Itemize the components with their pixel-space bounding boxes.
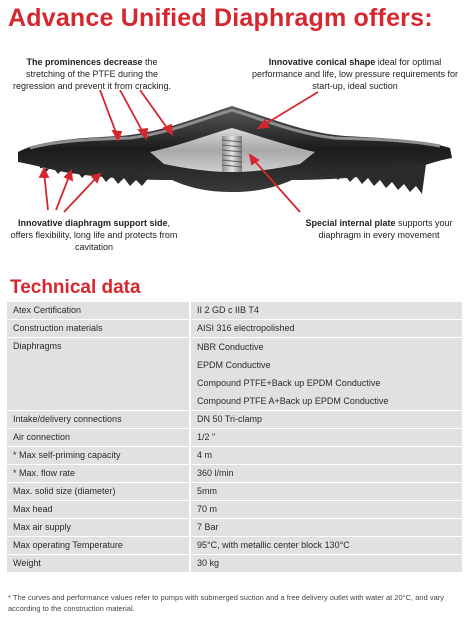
spec-value-line: 30 kg xyxy=(197,558,220,568)
spec-label: Max air supply xyxy=(7,519,190,537)
spec-value-line: 5mm xyxy=(197,486,217,496)
table-row xyxy=(7,429,462,447)
table-row xyxy=(7,411,462,429)
spec-value xyxy=(190,429,462,447)
spec-value-line: Compound PTFE+Back up EPDM Conductive xyxy=(197,378,381,388)
spec-value-line: EPDM Conductive xyxy=(197,360,271,370)
spec-label: * Max self-priming capacity xyxy=(7,447,190,465)
headline: Advance Unified Diaphragm offers: xyxy=(8,4,433,32)
spec-label: Air connection xyxy=(7,429,190,447)
spec-value-line: 7 Bar xyxy=(197,522,219,532)
spec-value xyxy=(190,519,462,537)
spec-value-line: 1/2 " xyxy=(197,432,216,442)
spec-label: Atex Certification xyxy=(7,302,190,320)
spec-value-line: DN 50 Tri-clamp xyxy=(197,414,263,424)
spec-value-line: 95°C, with metallic center block 130°C xyxy=(197,540,350,550)
spec-label: * Max. flow rate xyxy=(7,465,190,483)
callout-support-text: , offers flexibility, long life and protects from cavitation xyxy=(10,218,178,252)
callout-prominences-text: the stretching of the PTFE during the regression and prevent it from cracking. xyxy=(12,57,172,91)
callout-prominences xyxy=(8,56,176,92)
spec-label: Intake/delivery connections xyxy=(7,411,190,429)
spec-value-line: 70 m xyxy=(197,504,218,514)
spec-value xyxy=(190,465,462,483)
spec-value-line: II 2 GD c IIB T4 xyxy=(197,305,259,315)
spec-label: Max operating Temperature xyxy=(7,537,190,555)
table-row xyxy=(7,501,462,519)
callout-plate-title: Special internal plate xyxy=(305,218,396,228)
callout-support-title: Innovative diaphragm support side xyxy=(17,218,168,228)
spec-label: Diaphragms xyxy=(7,338,190,411)
spec-value xyxy=(190,447,462,465)
technical-data-body xyxy=(7,302,462,573)
spec-value xyxy=(190,302,462,320)
table-row xyxy=(7,483,462,501)
callout-internal-plate xyxy=(300,217,458,241)
spec-value-line: 360 l/min xyxy=(197,468,234,478)
table-row xyxy=(7,465,462,483)
spec-value xyxy=(190,411,462,429)
callout-prominences-title: The prominences decrease xyxy=(26,57,143,67)
callout-conical-text: ideal for optimal performance and life, low pressure requirements for start-up, ideal suction xyxy=(251,57,459,91)
table-row xyxy=(7,537,462,555)
technical-data-table xyxy=(7,302,462,573)
spec-label: Construction materials xyxy=(7,320,190,338)
diaphragm-illustration xyxy=(0,40,469,265)
table-row xyxy=(7,338,462,411)
table-row xyxy=(7,320,462,338)
callout-support-side xyxy=(10,217,178,253)
spec-value xyxy=(190,537,462,555)
spec-label: Weight xyxy=(7,555,190,573)
footnote: * The curves and performance values refer to pumps with submerged suction and a free delivery outlet with water at 20°C, and vary according to the construction material. xyxy=(8,593,444,613)
spec-value xyxy=(190,501,462,519)
spec-value xyxy=(190,483,462,501)
table-row xyxy=(7,555,462,573)
table-row xyxy=(7,302,462,320)
spec-value xyxy=(190,320,462,338)
table-row xyxy=(7,447,462,465)
callout-conical-shape xyxy=(250,56,460,92)
technical-data-title: Technical data xyxy=(10,277,141,298)
spec-label: Max head xyxy=(7,501,190,519)
spec-value-line: NBR Conductive xyxy=(197,342,264,352)
spec-value xyxy=(190,555,462,573)
spec-value-line: Compound PTFE A+Back up EPDM Conductive xyxy=(197,396,389,406)
table-row xyxy=(7,519,462,537)
spec-value-line: AISI 316 electropolished xyxy=(197,323,295,333)
spec-value-line: 4 m xyxy=(197,450,213,460)
callout-plate-text: supports your diaphragm in every movement xyxy=(318,218,453,240)
spec-value xyxy=(190,338,462,411)
callout-conical-title: Innovative conical shape xyxy=(268,57,376,67)
spec-label: Max. solid size (diameter) xyxy=(7,483,190,501)
